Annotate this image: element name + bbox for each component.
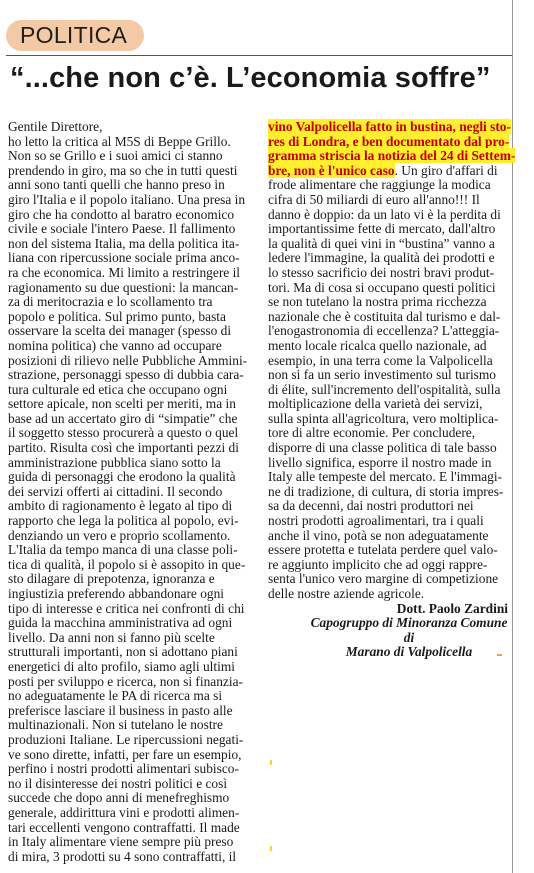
text-line: posti per sviluppo e ricerca, non si finanzia- — [8, 673, 244, 689]
text-line: popolo e politica. Sul primo punto, basta — [8, 308, 226, 324]
highlight-line: vino Valpolicella fatto in bustina, negli sto- — [268, 119, 511, 134]
text-line: anni sono tanti quelli che hanno preso in — [8, 177, 225, 193]
text-line: cifra di 50 miliardi di euro all'anno!!! Il — [268, 191, 480, 207]
section-rule — [6, 55, 512, 56]
text-line: generale, addirittura vini e prodotti alimen- — [8, 804, 240, 820]
text-line: tura culturale ed etica che occupano ogni — [8, 381, 228, 397]
text-line: energetici di alto profilo, siamo agli ultimi — [8, 658, 235, 674]
print-mark — [270, 760, 272, 765]
article-column-left — [8, 120, 270, 864]
text-line: amministrazione pubblica siano sotto la — [8, 454, 221, 470]
text-line: livello significa, esporre il nostro made in — [268, 454, 492, 470]
text-line: multinazionali. Non si tutelano le nostre — [8, 717, 223, 733]
highlight-line: bre, non è l'unico caso. Un giro d'affari di — [268, 162, 498, 178]
text-line: base ad un accertato giro di “simpatie” che — [8, 410, 238, 426]
print-mark — [497, 654, 502, 656]
text-line: produzioni Italiane. Le ripercussioni negati- — [8, 731, 244, 747]
section-tab: POLITICA — [6, 20, 144, 51]
text-line: ambito di ragionamento è legato al tipo di — [8, 498, 233, 514]
text-line: ne di tradizione, di cultura, di storia impres- — [268, 483, 504, 499]
article-body-right — [268, 178, 512, 601]
highlight-line: gramma striscia la notizia del 24 di Settem- — [268, 148, 516, 164]
text-line: giro l'Italia e il popolo italiano. Una presa in — [8, 191, 246, 207]
text-line: denziando un vero e proprio scollamento. — [8, 527, 231, 543]
text-line: tore di altre economie. Per concludere, — [268, 425, 476, 441]
text-line: livello. Da anni non si fanno più scelte — [8, 629, 215, 645]
text-line: senta l'unico vero margine di competizione — [268, 571, 499, 587]
text-line: essere protetta e tutelata perdere quel valo- — [268, 542, 498, 558]
text-line: non del sistema Italia, ma della politica ita- — [8, 235, 240, 251]
signature-name: Dott. Paolo Zardini — [396, 600, 508, 616]
text-line: posizioni di rilievo nelle Pubbliche Ammini- — [8, 352, 248, 368]
text-line: settore apicale, non scelti per meriti, ma in — [8, 396, 236, 412]
text-line: guida di personaggi che erodono la qualità — [8, 469, 236, 485]
text-line: se non tutelano la nostra prima ricchezza — [268, 294, 487, 310]
text-line: tica di qualità, il popolo si è assopito in que- — [8, 556, 246, 572]
text-line: prendendo in giro, ma so che in tutti questi — [8, 162, 238, 178]
text-line: strazione, personaggi spesso di dubbia cara- — [8, 367, 244, 383]
text-line: ledere l'immagine, la qualità dei prodotti e — [268, 250, 495, 266]
text-line: tari eccellenti vengono contraffatti. Il made — [8, 819, 240, 835]
text-line: nostri prodotti agroalimentari, tra i quali — [268, 513, 484, 529]
text-line: tori. Ma di cosa si occupano questi politici — [268, 279, 496, 295]
signature-role-place: Marano di Valpolicella — [345, 644, 473, 660]
text-line: Italy alle tempeste del mercato. E l'immagi- — [268, 469, 503, 485]
text-line: di mira, 3 prodotti su 4 sono contraffatti, il — [8, 848, 237, 864]
text-line: strutturali importanti, non si adottano piani — [8, 644, 238, 660]
text-line: no adeguatamente le PA di ricerca ma si — [8, 688, 223, 704]
text-line: re aggiunto implicito che ad oggi rappre- — [268, 556, 488, 572]
text-line: sulla spinta all'agricoltura, vero moltiplica- — [268, 410, 499, 426]
highlight-line: res di Londra, e ben documentato dal pro- — [268, 133, 510, 149]
text-line: nomina politica) che vanno ad occupare — [8, 337, 222, 353]
text-line: ho letto la critica al M5S di Beppe Grillo. — [8, 133, 231, 149]
text-line: preferisce lasciare il business in pasto alle — [8, 702, 233, 718]
text-line: ragionamento su due questioni: la mancan- — [8, 279, 239, 295]
text-line: za di meritocrazia e lo scollamento tra — [8, 294, 213, 310]
text-line: liana con ripercussione sociale prima anco- — [8, 250, 240, 266]
text-line: anche il vino, potà se non adeguatamente — [268, 527, 489, 543]
text-line: lo stesso sacrificio dei nostri bravi produt- — [268, 264, 495, 280]
text-line: partito. Risulta così che importanti pezzi di — [8, 440, 239, 456]
text-line: L'Italia da tempo manca di una classe poli- — [8, 542, 238, 558]
text-line: disporre di una classe politica di tale basso — [268, 440, 497, 456]
text-line: esempio, in una terra come la Valpolicella — [268, 352, 493, 368]
text-line: non si fa un serio investimento sul turismo — [268, 367, 496, 383]
text-line: Gentile Direttore, — [8, 119, 103, 134]
text-line: guida la macchina amministrativa ad ogni — [8, 615, 233, 631]
text-line: in Italy alimentare viene sempre più preso — [8, 834, 234, 850]
signature-role: Capogruppo di Minoranza Comune di — [310, 615, 508, 645]
text-line: frode alimentare che raggiunge la modica — [268, 177, 491, 193]
article-column-right — [268, 119, 516, 660]
text-line: succede che dopo anni di menefreghismo — [8, 790, 230, 806]
text-line: ingiustizia preferendo abbandonare ogni — [8, 586, 225, 601]
text-line: importantissime fette di mercato, dall'altro — [268, 221, 496, 237]
print-mark — [270, 846, 272, 851]
text-line: dei servizi offerti ai cittadini. Il secondo — [8, 483, 223, 499]
text-line: l'enogastronomia di eccellenza? L'atteggia- — [268, 323, 500, 339]
text-line: il soggetto stesso procurerà a questo o quel — [8, 425, 239, 441]
text-line: sto dilagare di prepotenza, ignoranza e — [8, 571, 215, 587]
text-line: moltiplicazione della varietà dei servizi, — [268, 396, 483, 412]
article-headline: “...che non c’è. L’economia soffre” — [10, 62, 491, 94]
text-line: di élite, sull'incremento dell'ospitalità, sulla — [268, 381, 501, 397]
text-line: ve sono dirette, infatti, per fare un esempio, — [8, 746, 242, 762]
text-line: civile e sociale l'intero Paese. Il fallimento — [8, 221, 236, 237]
text-line: perfino i nostri prodotti alimentari subisco- — [8, 761, 239, 777]
text-line: no il disinteresse dei nostri politici e così — [8, 775, 228, 791]
text-line: rapporto che lega la politica al popolo, evi- — [8, 513, 239, 529]
text-line: delle nostre aziende agricole. — [268, 586, 425, 601]
text-line: danno è doppio: da un lato vi è la perdita di — [268, 206, 501, 222]
text-line: la qualità di quei vini in “bustina” vanno a — [268, 235, 495, 251]
text-line: tipo di interesse e critica nei confronti di chi — [8, 600, 245, 616]
page-edge-line — [512, 0, 513, 873]
text-line: sa da decenni, dai nostri produttori nei — [268, 498, 474, 514]
text-line: osservare la scelta dei manager (spesso di — [8, 323, 232, 339]
text-line: giro che ha condotto al baratro economico — [8, 206, 235, 222]
text-line: mento locale ricalca quello nazionale, ad — [268, 337, 487, 353]
text-line: nazionale che è costituita dal turismo e dal- — [268, 308, 501, 324]
text-line: ra che economica. Mi limito a restringere il — [8, 264, 241, 280]
text-line: Non so se Grillo e i suoi amici ci stanno — [8, 148, 223, 164]
